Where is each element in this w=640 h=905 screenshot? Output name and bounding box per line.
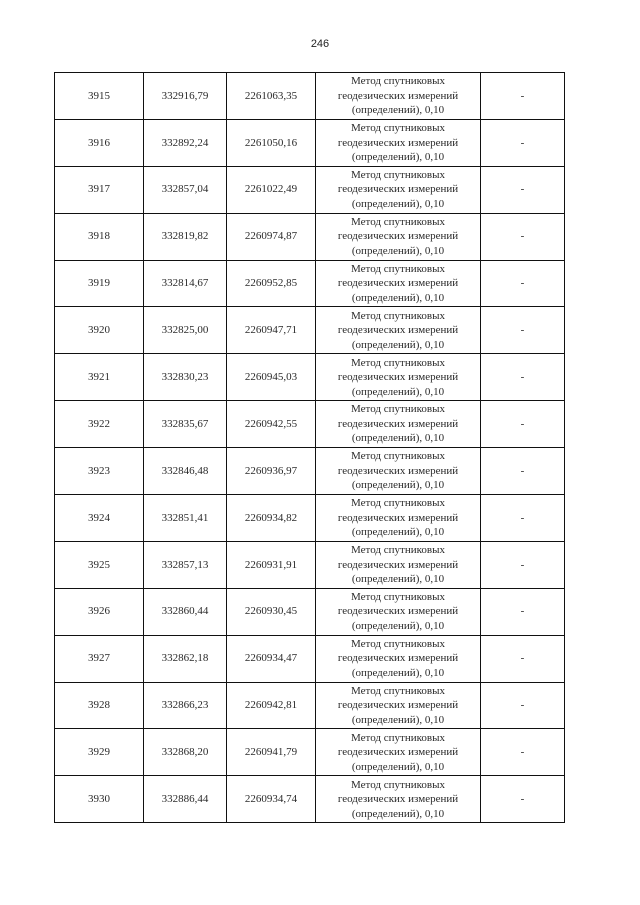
y-coordinate-cell: 2260934,74 <box>227 776 316 823</box>
table-row <box>55 495 565 542</box>
method-text: Метод спутниковых геодезических измерений (определений), 0,10 <box>337 778 459 820</box>
y-coordinate-cell: 2260934,47 <box>227 635 316 682</box>
y-coordinate-cell: 2260934,82 <box>227 495 316 542</box>
note-cell: - <box>481 119 565 166</box>
method-text: Метод спутниковых геодезических измерений (определений), 0,10 <box>337 731 459 773</box>
method-text: Метод спутниковых геодезических измерений (определений), 0,10 <box>337 450 459 492</box>
point-number-cell: 3922 <box>55 401 144 448</box>
x-coordinate-cell: 332825,00 <box>144 307 227 354</box>
method-cell <box>316 541 481 588</box>
method-cell <box>316 448 481 495</box>
x-coordinate-cell: 332814,67 <box>144 260 227 307</box>
method-text: Метод спутниковых геодезических измерений (определений), 0,10 <box>337 403 459 445</box>
page-number: 246 <box>310 38 330 50</box>
method-cell <box>316 682 481 729</box>
method-cell <box>316 73 481 120</box>
y-coordinate-cell: 2260930,45 <box>227 588 316 635</box>
x-coordinate-cell: 332860,44 <box>144 588 227 635</box>
x-coordinate-cell: 332835,67 <box>144 401 227 448</box>
y-coordinate-cell: 2260942,81 <box>227 682 316 729</box>
y-coordinate-cell: 2260941,79 <box>227 729 316 776</box>
method-text: Метод спутниковых геодезических измерений (определений), 0,10 <box>337 684 459 726</box>
note-cell: - <box>481 682 565 729</box>
note-cell: - <box>481 588 565 635</box>
table-row <box>55 119 565 166</box>
method-text: Метод спутниковых геодезических измерений (определений), 0,10 <box>337 122 459 164</box>
y-coordinate-cell: 2260945,03 <box>227 354 316 401</box>
method-cell <box>316 119 481 166</box>
point-number-cell: 3920 <box>55 307 144 354</box>
note-cell: - <box>481 401 565 448</box>
point-number-cell: 3930 <box>55 776 144 823</box>
method-text: Метод спутниковых геодезических измерений (определений), 0,10 <box>337 637 459 679</box>
point-number-cell: 3921 <box>55 354 144 401</box>
y-coordinate-cell: 2260952,85 <box>227 260 316 307</box>
note-cell: - <box>481 448 565 495</box>
method-text: Метод спутниковых геодезических измерений (определений), 0,10 <box>337 356 459 398</box>
note-cell: - <box>481 166 565 213</box>
coordinates-table-body <box>55 73 565 823</box>
x-coordinate-cell: 332862,18 <box>144 635 227 682</box>
x-coordinate-cell: 332857,04 <box>144 166 227 213</box>
x-coordinate-cell: 332892,24 <box>144 119 227 166</box>
method-cell <box>316 729 481 776</box>
x-coordinate-cell: 332866,23 <box>144 682 227 729</box>
point-number-cell: 3928 <box>55 682 144 729</box>
note-cell: - <box>481 260 565 307</box>
note-cell: - <box>481 635 565 682</box>
table-row <box>55 166 565 213</box>
point-number-cell: 3915 <box>55 73 144 120</box>
method-cell <box>316 166 481 213</box>
table-row <box>55 541 565 588</box>
x-coordinate-cell: 332868,20 <box>144 729 227 776</box>
point-number-cell: 3929 <box>55 729 144 776</box>
x-coordinate-cell: 332846,48 <box>144 448 227 495</box>
x-coordinate-cell: 332851,41 <box>144 495 227 542</box>
x-coordinate-cell: 332819,82 <box>144 213 227 260</box>
method-cell <box>316 776 481 823</box>
y-coordinate-cell: 2260936,97 <box>227 448 316 495</box>
method-text: Метод спутниковых геодезических измерений (определений), 0,10 <box>337 262 459 304</box>
table-row <box>55 213 565 260</box>
coordinates-table <box>54 72 565 823</box>
method-text: Метод спутниковых геодезических измерений (определений), 0,10 <box>337 544 459 586</box>
method-cell <box>316 307 481 354</box>
method-cell <box>316 495 481 542</box>
y-coordinate-cell: 2261050,16 <box>227 119 316 166</box>
point-number-cell: 3926 <box>55 588 144 635</box>
method-text: Метод спутниковых геодезических измерений (определений), 0,10 <box>337 75 459 117</box>
point-number-cell: 3919 <box>55 260 144 307</box>
method-text: Метод спутниковых геодезических измерений (определений), 0,10 <box>337 215 459 257</box>
x-coordinate-cell: 332916,79 <box>144 73 227 120</box>
table-row <box>55 73 565 120</box>
table-row <box>55 260 565 307</box>
note-cell: - <box>481 541 565 588</box>
y-coordinate-cell: 2260942,55 <box>227 401 316 448</box>
method-text: Метод спутниковых геодезических измерений (определений), 0,10 <box>337 168 459 210</box>
y-coordinate-cell: 2260931,91 <box>227 541 316 588</box>
table-row <box>55 401 565 448</box>
table-row <box>55 588 565 635</box>
y-coordinate-cell: 2260947,71 <box>227 307 316 354</box>
method-cell <box>316 354 481 401</box>
table-row <box>55 635 565 682</box>
note-cell: - <box>481 495 565 542</box>
method-text: Метод спутниковых геодезических измерений (определений), 0,10 <box>337 309 459 351</box>
point-number-cell: 3927 <box>55 635 144 682</box>
note-cell: - <box>481 73 565 120</box>
point-number-cell: 3923 <box>55 448 144 495</box>
table-row <box>55 307 565 354</box>
table-row <box>55 448 565 495</box>
method-cell <box>316 260 481 307</box>
note-cell: - <box>481 354 565 401</box>
x-coordinate-cell: 332830,23 <box>144 354 227 401</box>
method-cell <box>316 213 481 260</box>
method-cell <box>316 588 481 635</box>
x-coordinate-cell: 332886,44 <box>144 776 227 823</box>
y-coordinate-cell: 2261022,49 <box>227 166 316 213</box>
method-text: Метод спутниковых геодезических измерений (определений), 0,10 <box>337 497 459 539</box>
table-row <box>55 776 565 823</box>
table-row <box>55 682 565 729</box>
method-cell <box>316 401 481 448</box>
method-cell <box>316 635 481 682</box>
y-coordinate-cell: 2261063,35 <box>227 73 316 120</box>
table-row <box>55 354 565 401</box>
point-number-cell: 3925 <box>55 541 144 588</box>
note-cell: - <box>481 213 565 260</box>
x-coordinate-cell: 332857,13 <box>144 541 227 588</box>
y-coordinate-cell: 2260974,87 <box>227 213 316 260</box>
table-row <box>55 729 565 776</box>
point-number-cell: 3916 <box>55 119 144 166</box>
point-number-cell: 3918 <box>55 213 144 260</box>
point-number-cell: 3917 <box>55 166 144 213</box>
note-cell: - <box>481 307 565 354</box>
method-text: Метод спутниковых геодезических измерений (определений), 0,10 <box>337 590 459 632</box>
note-cell: - <box>481 776 565 823</box>
note-cell: - <box>481 729 565 776</box>
point-number-cell: 3924 <box>55 495 144 542</box>
